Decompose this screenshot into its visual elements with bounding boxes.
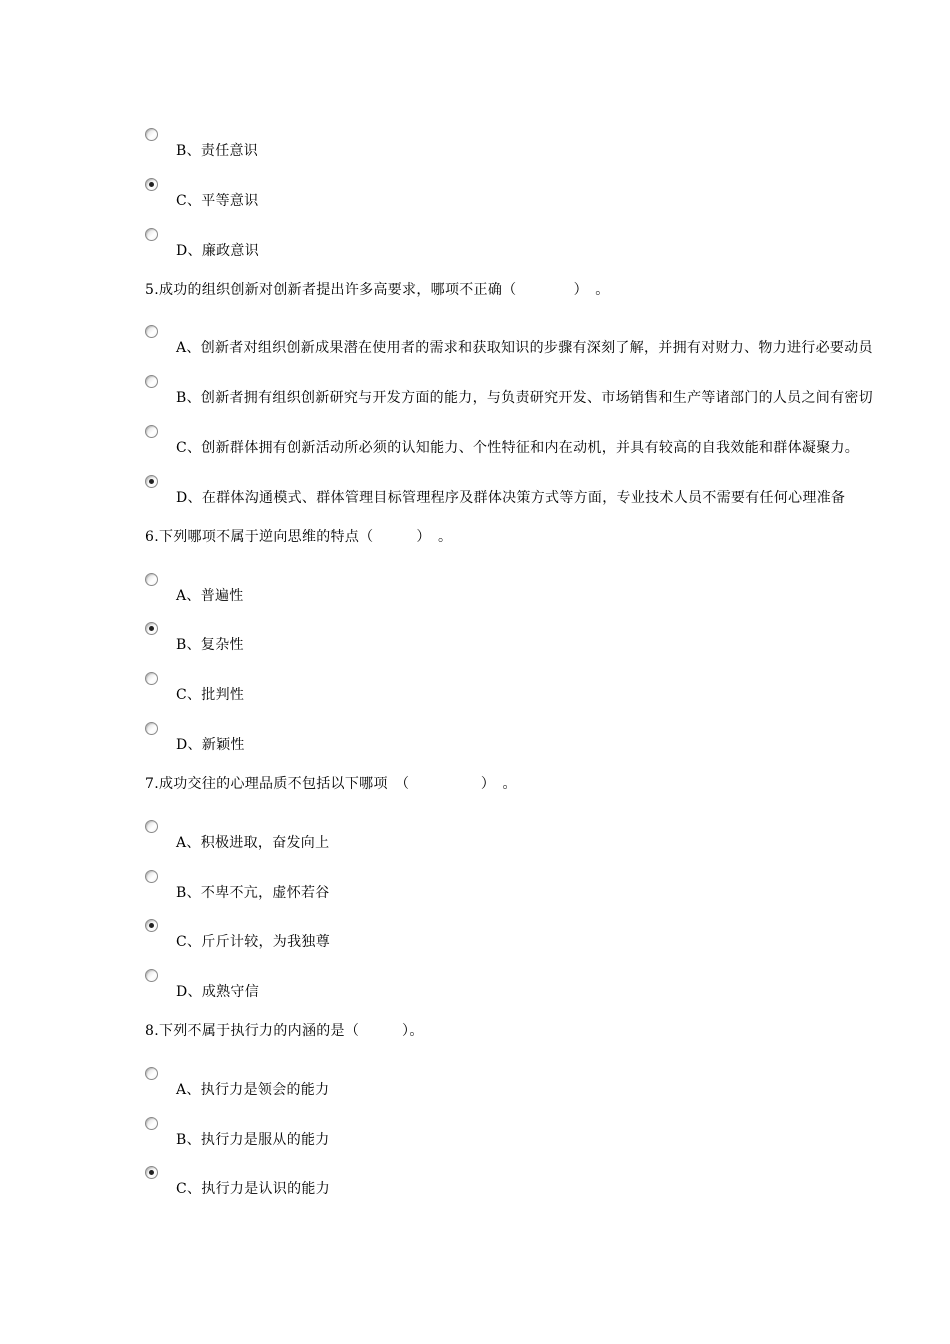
radio-dot-icon <box>149 479 154 484</box>
radio-button[interactable] <box>145 969 158 982</box>
radio-button[interactable] <box>145 573 158 586</box>
option-q6-d[interactable] <box>145 722 950 762</box>
radio-button[interactable] <box>145 870 158 883</box>
option-q7-d[interactable] <box>145 969 950 1009</box>
option-q8-c[interactable] <box>145 1166 950 1206</box>
option-label: A、积极进取，奋发向上 <box>176 835 330 851</box>
option-d-integrity[interactable] <box>145 228 950 268</box>
option-label: C、创新群体拥有创新活动所必须的认知能力、个性特征和内在动机，并具有较高的自我效能和群体凝聚力。 <box>176 440 860 456</box>
option-label: C、斤斤计较，为我独尊 <box>176 934 331 950</box>
option-q6-b[interactable] <box>145 622 950 662</box>
option-q7-c[interactable] <box>145 919 950 959</box>
option-q5-b[interactable] <box>145 375 950 415</box>
option-q7-b[interactable] <box>145 870 950 910</box>
option-label: A、普遍性 <box>176 588 244 604</box>
radio-button[interactable] <box>145 1067 158 1080</box>
option-q5-a[interactable] <box>145 325 950 365</box>
option-label: A、创新者对组织创新成果潜在使用者的需求和获取知识的步骤有深刻了解，并拥有对财力、物力进行必要动员 <box>176 340 873 356</box>
option-label: B、创新者拥有组织创新研究与开发方面的能力，与负责研究开发、市场销售和生产等诸部门的人员之间有密切 <box>176 390 873 406</box>
option-label: D、成熟守信 <box>176 984 260 1000</box>
question-5: 5.成功的组织创新对创新者提出许多高要求，哪项不正确（ ） 。 <box>145 282 610 298</box>
radio-button[interactable] <box>145 375 158 388</box>
option-label: C、批判性 <box>176 687 245 703</box>
option-label: C、平等意识 <box>176 193 259 209</box>
option-label: D、廉政意识 <box>176 243 260 259</box>
option-q6-a[interactable] <box>145 573 950 613</box>
option-q8-b[interactable] <box>145 1117 950 1157</box>
radio-dot-icon <box>149 626 154 631</box>
option-label: A、执行力是领会的能力 <box>176 1082 330 1098</box>
question-7: 7.成功交往的心理品质不包括以下哪项 （ ） 。 <box>145 776 517 792</box>
radio-button[interactable] <box>145 228 158 241</box>
radio-button[interactable] <box>145 622 158 635</box>
option-label: B、执行力是服从的能力 <box>176 1132 330 1148</box>
radio-button[interactable] <box>145 178 158 191</box>
option-label: D、新颖性 <box>176 737 245 753</box>
radio-button[interactable] <box>145 325 158 338</box>
radio-button[interactable] <box>145 475 158 488</box>
option-q7-a[interactable] <box>145 820 950 860</box>
radio-dot-icon <box>149 1170 154 1175</box>
radio-button[interactable] <box>145 425 158 438</box>
radio-dot-icon <box>149 923 154 928</box>
option-q5-c[interactable] <box>145 425 950 465</box>
option-label: C、执行力是认识的能力 <box>176 1181 331 1197</box>
radio-button[interactable] <box>145 1166 158 1179</box>
option-b-responsibility[interactable] <box>145 128 950 168</box>
option-q8-a[interactable] <box>145 1067 950 1107</box>
option-q6-c[interactable] <box>145 672 950 712</box>
radio-button[interactable] <box>145 672 158 685</box>
option-q5-d[interactable] <box>145 475 950 515</box>
question-6: 6.下列哪项不属于逆向思维的特点（ ） 。 <box>145 529 453 545</box>
question-8: 8.下列不属于执行力的内涵的是（ ）。 <box>145 1023 424 1039</box>
radio-button[interactable] <box>145 128 158 141</box>
option-label: B、责任意识 <box>176 143 259 159</box>
option-c-equality[interactable] <box>145 178 950 218</box>
option-label: B、不卑不亢，虚怀若谷 <box>176 885 330 901</box>
option-label: B、复杂性 <box>176 637 244 653</box>
radio-button[interactable] <box>145 919 158 932</box>
option-label: D、在群体沟通模式、群体管理目标管理程序及群体决策方式等方面，专业技术人员不需要有任何心理准备 <box>176 490 846 506</box>
radio-button[interactable] <box>145 820 158 833</box>
radio-button[interactable] <box>145 722 158 735</box>
radio-dot-icon <box>149 182 154 187</box>
radio-button[interactable] <box>145 1117 158 1130</box>
